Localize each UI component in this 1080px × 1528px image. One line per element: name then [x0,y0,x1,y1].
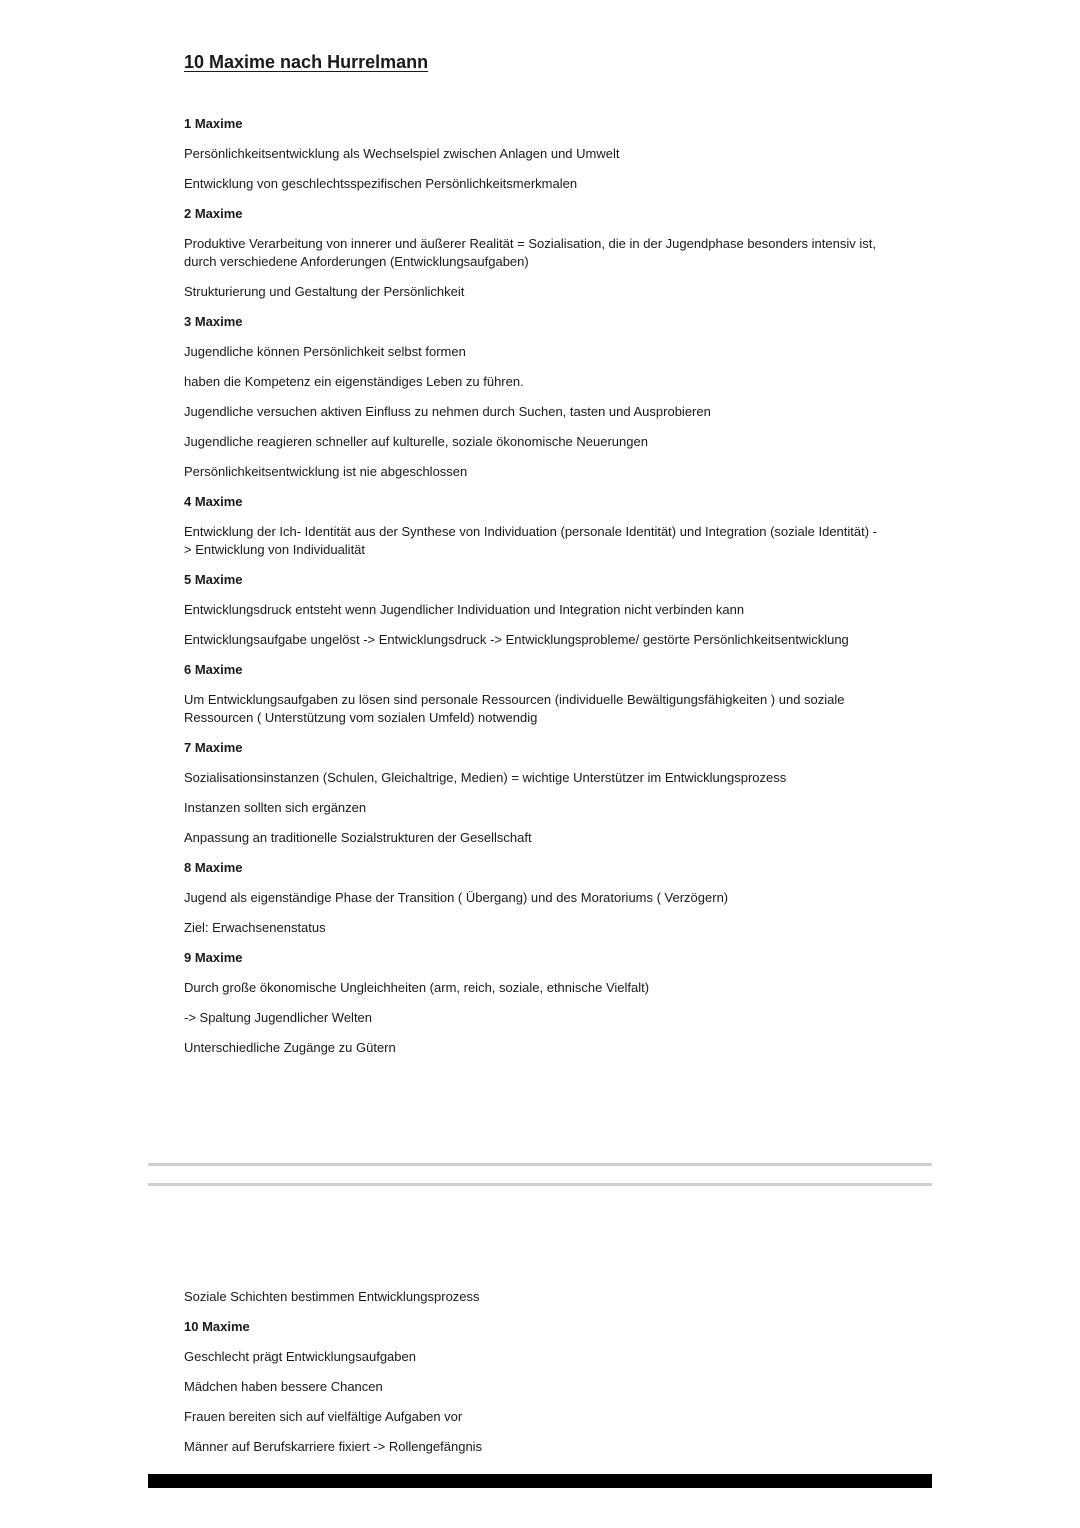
paragraph: Frauen bereiten sich auf vielfältige Aufgaben vor [184,1409,463,1424]
page-bottom-bar [148,1474,932,1488]
paragraph: Ziel: Erwachsenenstatus [184,920,326,935]
paragraph: Entwicklung der Ich- Identität aus der Synthese von Individuation (personale Identität) und Integration (soziale Identität) -> Entwicklung von Individualität [184,524,878,557]
document-title: 10 Maxime nach Hurrelmann [184,52,429,72]
paragraph: Persönlichkeitsentwicklung als Wechselspiel zwischen Anlagen und Umwelt [184,146,620,161]
document-page-1 [184,52,884,1069]
paragraph: Produktive Verarbeitung von innerer und äußerer Realität = Sozialisation, die in der Jugendphase besonders intensiv ist, durch verschiedene Anforderungen (Entwicklungsaufgaben) [184,236,876,269]
paragraph: Strukturierung und Gestaltung der Persönlichkeit [184,284,465,299]
paragraph: Anpassung an traditionelle Sozialstrukturen der Gesellschaft [184,830,532,845]
page-break-line-top [148,1163,932,1166]
paragraph: Mädchen haben bessere Chancen [184,1379,383,1394]
paragraph: -> Spaltung Jugendlicher Welten [184,1010,373,1025]
section-heading: 4 Maxime [184,494,243,509]
paragraph: Geschlecht prägt Entwicklungsaufgaben [184,1349,416,1364]
page-1-content [184,115,884,1057]
paragraph: Instanzen sollten sich ergänzen [184,800,367,815]
paragraph: Jugendliche reagieren schneller auf kulturelle, soziale ökonomische Neuerungen [184,434,648,449]
section-heading: 3 Maxime [184,314,243,329]
paragraph: Entwicklung von geschlechtsspezifischen Persönlichkeitsmerkmalen [184,176,578,191]
paragraph: haben die Kompetenz ein eigenständiges Leben zu führen. [184,374,524,389]
paragraph: Persönlichkeitsentwicklung ist nie abgeschlossen [184,464,468,479]
paragraph: Jugendliche versuchen aktiven Einfluss zu nehmen durch Suchen, tasten und Ausprobieren [184,404,711,419]
page-2-content [184,1288,884,1456]
paragraph: Jugend als eigenständige Phase der Transition ( Übergang) und des Moratoriums ( Verzögern) [184,890,729,905]
page-break-line-bottom [148,1183,932,1186]
section-heading: 7 Maxime [184,740,243,755]
paragraph: Soziale Schichten bestimmen Entwicklungsprozess [184,1289,480,1304]
paragraph: Durch große ökonomische Ungleichheiten (arm, reich, soziale, ethnische Vielfalt) [184,980,650,995]
section-heading: 8 Maxime [184,860,243,875]
section-heading: 9 Maxime [184,950,243,965]
paragraph: Unterschiedliche Zugänge zu Gütern [184,1040,396,1055]
paragraph: Männer auf Berufskarriere fixiert -> Rollengefängnis [184,1439,483,1454]
document-page-2 [184,1288,884,1468]
section-heading: 5 Maxime [184,572,243,587]
paragraph: Jugendliche können Persönlichkeit selbst formen [184,344,466,359]
section-heading: 10 Maxime [184,1319,250,1334]
page-break-divider [148,1163,932,1187]
section-heading: 6 Maxime [184,662,243,677]
section-heading: 2 Maxime [184,206,243,221]
paragraph: Entwicklungsaufgabe ungelöst -> Entwicklungsdruck -> Entwicklungsprobleme/ gestörte Persönlichkeitsentwicklung [184,632,849,647]
paragraph: Entwicklungsdruck entsteht wenn Jugendlicher Individuation und Integration nicht verbinden kann [184,602,745,617]
paragraph: Sozialisationsinstanzen (Schulen, Gleichaltrige, Medien) = wichtige Unterstützer im Entwicklungsprozess [184,770,787,785]
paragraph: Um Entwicklungsaufgaben zu lösen sind personale Ressourcen (individuelle Bewältigungsfähigkeiten ) und soziale Ressourcen ( Unterstützung vom sozialen Umfeld) notwendig [184,692,845,725]
section-heading: 1 Maxime [184,116,243,131]
